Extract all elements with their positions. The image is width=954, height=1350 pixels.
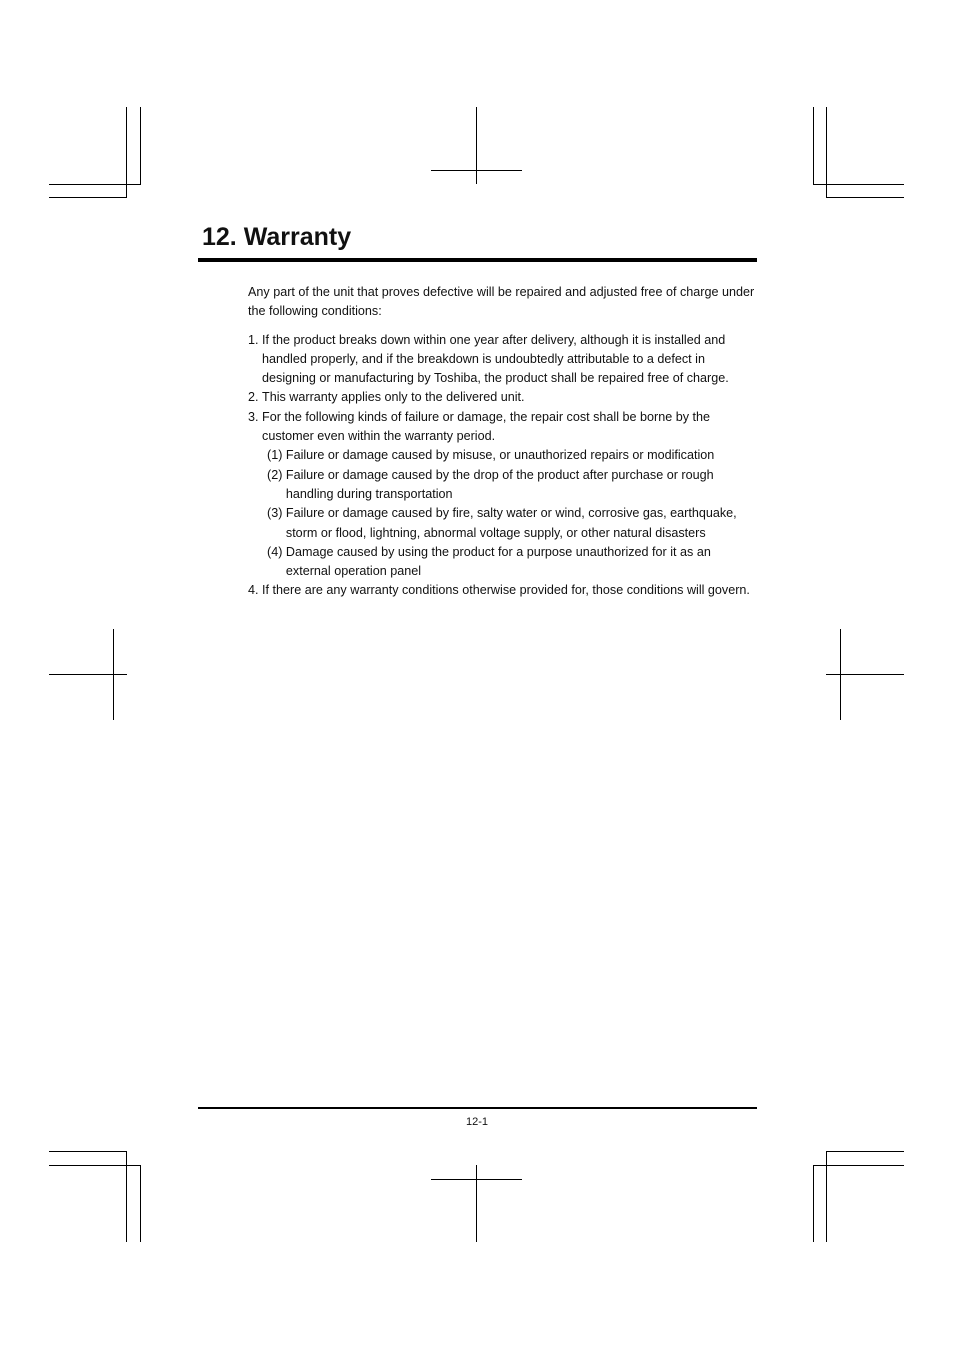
crop-mark [826,1151,827,1242]
crop-mark [49,1165,141,1166]
intro-paragraph: Any part of the unit that proves defective will be repaired and adjusted free of charge under the following conditions: [248,285,755,319]
crop-mark [826,674,904,675]
item-text: If there are any warranty conditions otherwise provided for, those conditions will govern. [262,583,750,598]
crop-mark [140,107,141,185]
crop-mark [476,107,477,184]
crop-mark [49,184,141,185]
crop-mark [140,1165,141,1242]
item-number: (1) [267,448,286,463]
conditions-list [248,331,758,601]
list-item [248,408,758,447]
crop-mark [476,1165,477,1242]
item-text: Failure or damage caused by fire, salty water or wind, corrosive gas, earthquake, storm or flood, lightning, abnormal voltage supply, or other natural disasters [285,506,737,540]
crop-mark [431,170,522,171]
crop-mark [826,197,904,198]
item-text: For the following kinds of failure or damage, the repair cost shall be borne by the customer even within the warranty period. [262,409,711,444]
sub-list-item [267,466,758,505]
item-text: Failure or damage caused by the drop of the product after purchase or rough handling during transportation [285,467,714,501]
item-number: 2. [248,390,263,405]
item-text: If the product breaks down within one year after delivery, although it is installed and handled properly, and if the breakdown is undoubtedly attributable to a defect in designing or manufacturing by Toshiba, the product shall be repaired free of charge. [262,332,729,386]
item-number: (2) [267,467,286,482]
sub-list-item [267,446,758,465]
list-item [248,581,758,600]
list-item [248,331,758,389]
item-number: (4) [267,544,286,559]
crop-mark [813,107,814,185]
sub-list-item [267,504,758,543]
crop-mark [49,674,127,675]
item-text: Failure or damage caused by misuse, or unauthorized repairs or modification [285,448,715,463]
item-number: (3) [267,506,286,521]
crop-mark [826,1151,904,1152]
crop-mark [431,1179,522,1180]
footer-rule [198,1107,757,1109]
item-number: 4. [248,583,263,598]
item-number: 3. [248,409,263,424]
item-number: 1. [248,332,263,347]
page-title: 12. Warranty [202,223,352,251]
crop-mark [813,184,904,185]
crop-mark [49,197,127,198]
warranty-body [248,283,758,601]
crop-mark [49,1151,127,1152]
list-item [248,388,758,407]
item-text: This warranty applies only to the delivered unit. [262,390,525,405]
item-text: Damage caused by using the product for a purpose unauthorized for it as an external operation panel [285,544,711,579]
title-rule [198,258,757,262]
page-number: 12-1 [465,1116,489,1128]
crop-mark [813,1165,814,1242]
sub-list-item [267,543,758,582]
crop-mark [126,1151,127,1242]
